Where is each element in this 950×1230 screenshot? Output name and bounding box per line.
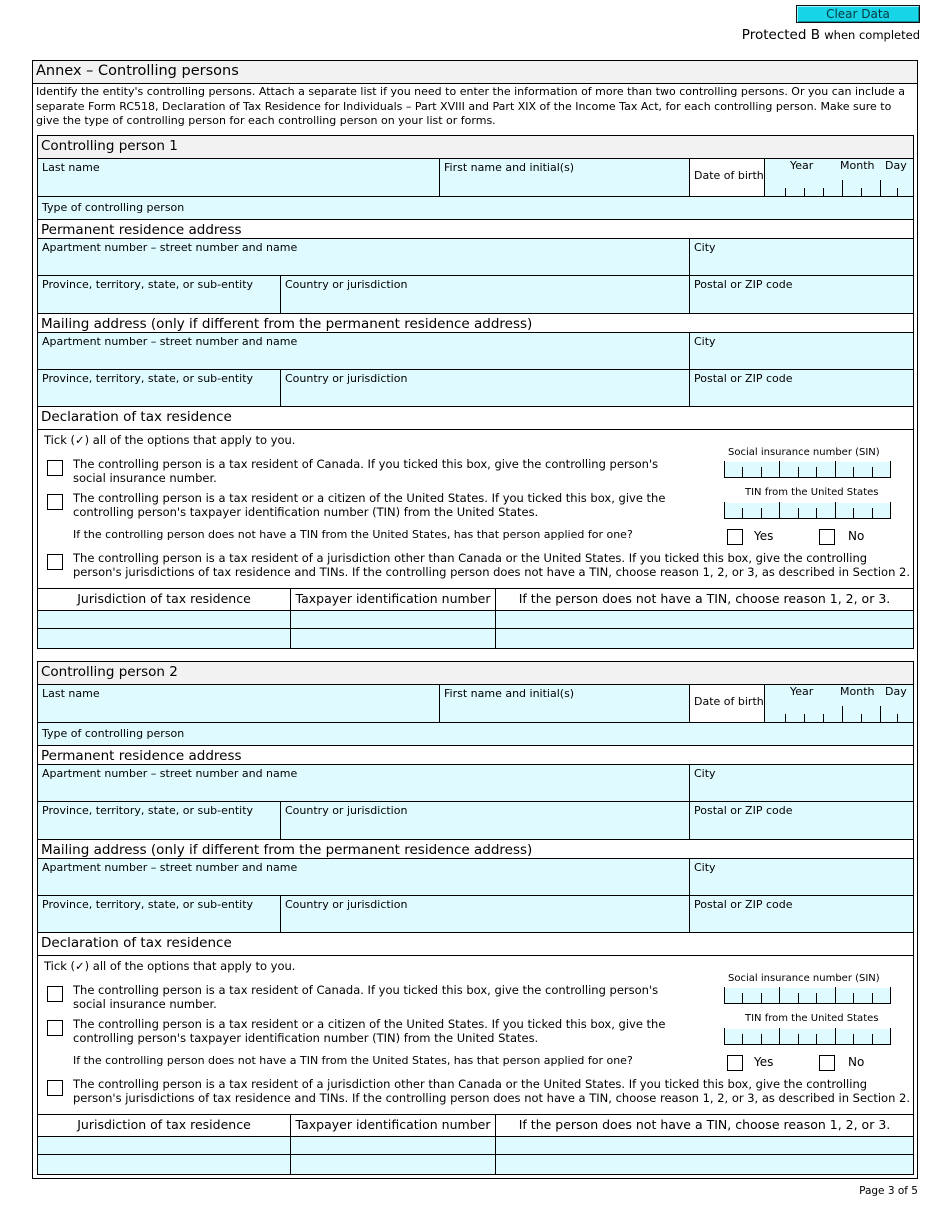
us-resident-checkbox[interactable] [47,494,63,510]
reason-input[interactable] [495,1155,913,1174]
canada-resident-label: The controlling person is a tax resident of Canada. If you ticked this box, give the controlling person's social insurance number. [73,457,659,485]
tin-input[interactable] [290,611,495,628]
us-resident-checkbox[interactable] [47,1020,63,1036]
perm-country-field[interactable]: Country or jurisdiction [280,802,689,839]
tin-input[interactable] [290,629,495,648]
tin-table-header [37,1114,914,1136]
mail-postal-field[interactable]: Postal or ZIP code [689,896,913,932]
col-reason: If the person does not have a TIN, choose reason 1, 2, or 3. [495,589,913,610]
tin-applied-yes-checkbox[interactable] [727,529,743,545]
tin-us-label: TIN from the United States [745,487,879,498]
annex-intro: Identify the entity's controlling persons. Attach a separate list if you need to enter the information of more than two controlling persons. Or you can include a separate Form RC518, Declaration of Tax Residence for Individuals – Part XVIII and Part XIX of the Income Tax Act, for each controlling person. Make sure to give the type of controlling person for each controlling person on your list or forms. [36,85,906,127]
us-resident-label: The controlling person is a tax resident or a citizen of the United States. If you ticked this box, give the controlling person's taxpayer identification number (TIN) from the United States. [73,491,666,519]
perm-province-row [37,275,914,313]
mail-street-field[interactable]: Apartment number – street number and name [38,333,689,369]
tick-instruction: Tick (✓) all of the options that apply to you. [44,959,296,973]
tin-applied-question: If the controlling person does not have a TIN from the United States, has that person applied for one? [73,1054,633,1067]
us-resident-label: The controlling person is a tax resident or a citizen of the United States. If you ticked this box, give the controlling person's taxpayer identification number (TIN) from the United States. [73,1017,666,1045]
mail-street-field[interactable]: Apartment number – street number and name [38,859,689,895]
jurisdiction-input[interactable] [38,1137,290,1154]
annex-section [32,60,918,1179]
name-row [37,158,914,196]
mail-postal-field[interactable]: Postal or ZIP code [689,370,913,406]
declaration-body [37,429,914,588]
tin-table-row [37,1136,914,1154]
tick-instruction: Tick (✓) all of the options that apply to you. [44,433,296,447]
perm-street-row [37,238,914,275]
mail-country-field[interactable]: Country or jurisdiction [280,370,689,406]
first-name-field[interactable]: First name and initial(s) [439,685,689,722]
dob-label-cell: Date of birth [689,685,764,722]
perm-province-row [37,801,914,839]
perm-province-field[interactable]: Province, territory, state, or sub-entity [38,276,280,313]
tin-input[interactable] [290,1137,495,1154]
tin-us-input[interactable] [724,1029,891,1045]
mailing-address-header: Mailing address (only if different from the permanent residence address) [37,839,914,858]
mail-city-field[interactable]: City [689,333,913,369]
mail-city-field[interactable]: City [689,859,913,895]
yes-label: Yes [754,529,774,543]
dob-field[interactable]: Year Month Day [764,159,913,196]
sin-label: Social insurance number (SIN) [728,447,880,458]
tin-applied-question: If the controlling person does not have a TIN from the United States, has that person applied for one? [73,528,633,541]
controlling-person-2 [37,661,914,1175]
perm-street-field[interactable]: Apartment number – street number and name [38,239,689,275]
mail-country-field[interactable]: Country or jurisdiction [280,896,689,932]
declaration-header: Declaration of tax residence [37,932,914,955]
page-number: Page 3 of 5 [859,1185,918,1197]
canada-resident-checkbox[interactable] [47,986,63,1002]
tin-table-row [37,1154,914,1175]
mail-province-field[interactable]: Province, territory, state, or sub-entity [38,896,280,932]
other-resident-label: The controlling person is a tax resident of a jurisdiction other than Canada or the United States. If you ticked this box, give the controlling person's jurisdictions of tax residence and TINs. If the controlling person does not have a TIN, choose reason 1, 2, or 3, as described in Section 2. [73,551,910,579]
col-reason: If the person does not have a TIN, choose reason 1, 2, or 3. [495,1115,913,1136]
perm-street-row [37,764,914,801]
other-resident-label: The controlling person is a tax resident of a jurisdiction other than Canada or the United States. If you ticked this box, give the controlling person's jurisdictions of tax residence and TINs. If the controlling person does not have a TIN, choose reason 1, 2, or 3, as described in Section 2. [73,1077,910,1105]
declaration-header: Declaration of tax residence [37,406,914,429]
no-label: No [848,1055,865,1069]
sin-label: Social insurance number (SIN) [728,973,880,984]
checkmark-icon: ✓ [75,959,85,973]
last-name-field[interactable]: Last name [38,685,439,722]
type-field[interactable]: Type of controlling person [37,196,914,219]
tin-applied-no-checkbox[interactable] [819,1055,835,1071]
tin-table-row [37,610,914,628]
clear-data-button[interactable]: Clear Data [796,5,920,23]
type-field[interactable]: Type of controlling person [37,722,914,745]
other-resident-checkbox[interactable] [47,554,63,570]
tin-applied-no-checkbox[interactable] [819,529,835,545]
permanent-address-header: Permanent residence address [37,745,914,764]
mail-street-row [37,332,914,369]
no-label: No [848,529,865,543]
name-row [37,684,914,722]
perm-street-field[interactable]: Apartment number – street number and name [38,765,689,801]
reason-input[interactable] [495,629,913,648]
jurisdiction-input[interactable] [38,1155,290,1174]
tin-us-label: TIN from the United States [745,1013,879,1024]
declaration-body [37,955,914,1114]
last-name-field[interactable]: Last name [38,159,439,196]
tin-table-header [37,588,914,610]
mail-province-field[interactable]: Province, territory, state, or sub-entity [38,370,280,406]
person-title: Controlling person 1 [37,135,914,159]
mail-province-row [37,895,914,932]
perm-postal-field[interactable]: Postal or ZIP code [689,276,913,313]
protected-notice: Protected B when completed [741,27,920,43]
person-title: Controlling person 2 [37,661,914,685]
reason-input[interactable] [495,611,913,628]
perm-province-field[interactable]: Province, territory, state, or sub-entity [38,802,280,839]
jurisdiction-input[interactable] [38,611,290,628]
col-jurisdiction: Jurisdiction of tax residence [77,1117,251,1132]
canada-resident-label: The controlling person is a tax resident of Canada. If you ticked this box, give the controlling person's social insurance number. [73,983,659,1011]
col-tin: Taxpayer identification number [290,589,495,610]
mail-province-row [37,369,914,406]
tin-input[interactable] [290,1155,495,1174]
tin-applied-yes-checkbox[interactable] [727,1055,743,1071]
permanent-address-header: Permanent residence address [37,219,914,238]
sin-input[interactable] [724,988,891,1004]
perm-city-field[interactable]: City [689,239,913,275]
checkmark-icon: ✓ [75,433,85,447]
controlling-person-1 [37,135,914,649]
first-name-field[interactable]: First name and initial(s) [439,159,689,196]
canada-resident-checkbox[interactable] [47,460,63,476]
perm-postal-field[interactable]: Postal or ZIP code [689,802,913,839]
col-jurisdiction: Jurisdiction of tax residence [77,591,251,606]
tin-table-row [37,628,914,649]
jurisdiction-input[interactable] [38,629,290,648]
reason-input[interactable] [495,1137,913,1154]
other-resident-checkbox[interactable] [47,1080,63,1096]
yes-label: Yes [754,1055,774,1069]
sin-input[interactable] [724,462,891,478]
mail-street-row [37,858,914,895]
annex-title: Annex – Controlling persons [33,61,917,84]
dob-label-cell: Date of birth [689,159,764,196]
perm-city-field[interactable]: City [689,765,913,801]
tin-us-input[interactable] [724,503,891,519]
col-tin: Taxpayer identification number [290,1115,495,1136]
mailing-address-header: Mailing address (only if different from the permanent residence address) [37,313,914,332]
perm-country-field[interactable]: Country or jurisdiction [280,276,689,313]
dob-field[interactable]: Year Month Day [764,685,913,722]
